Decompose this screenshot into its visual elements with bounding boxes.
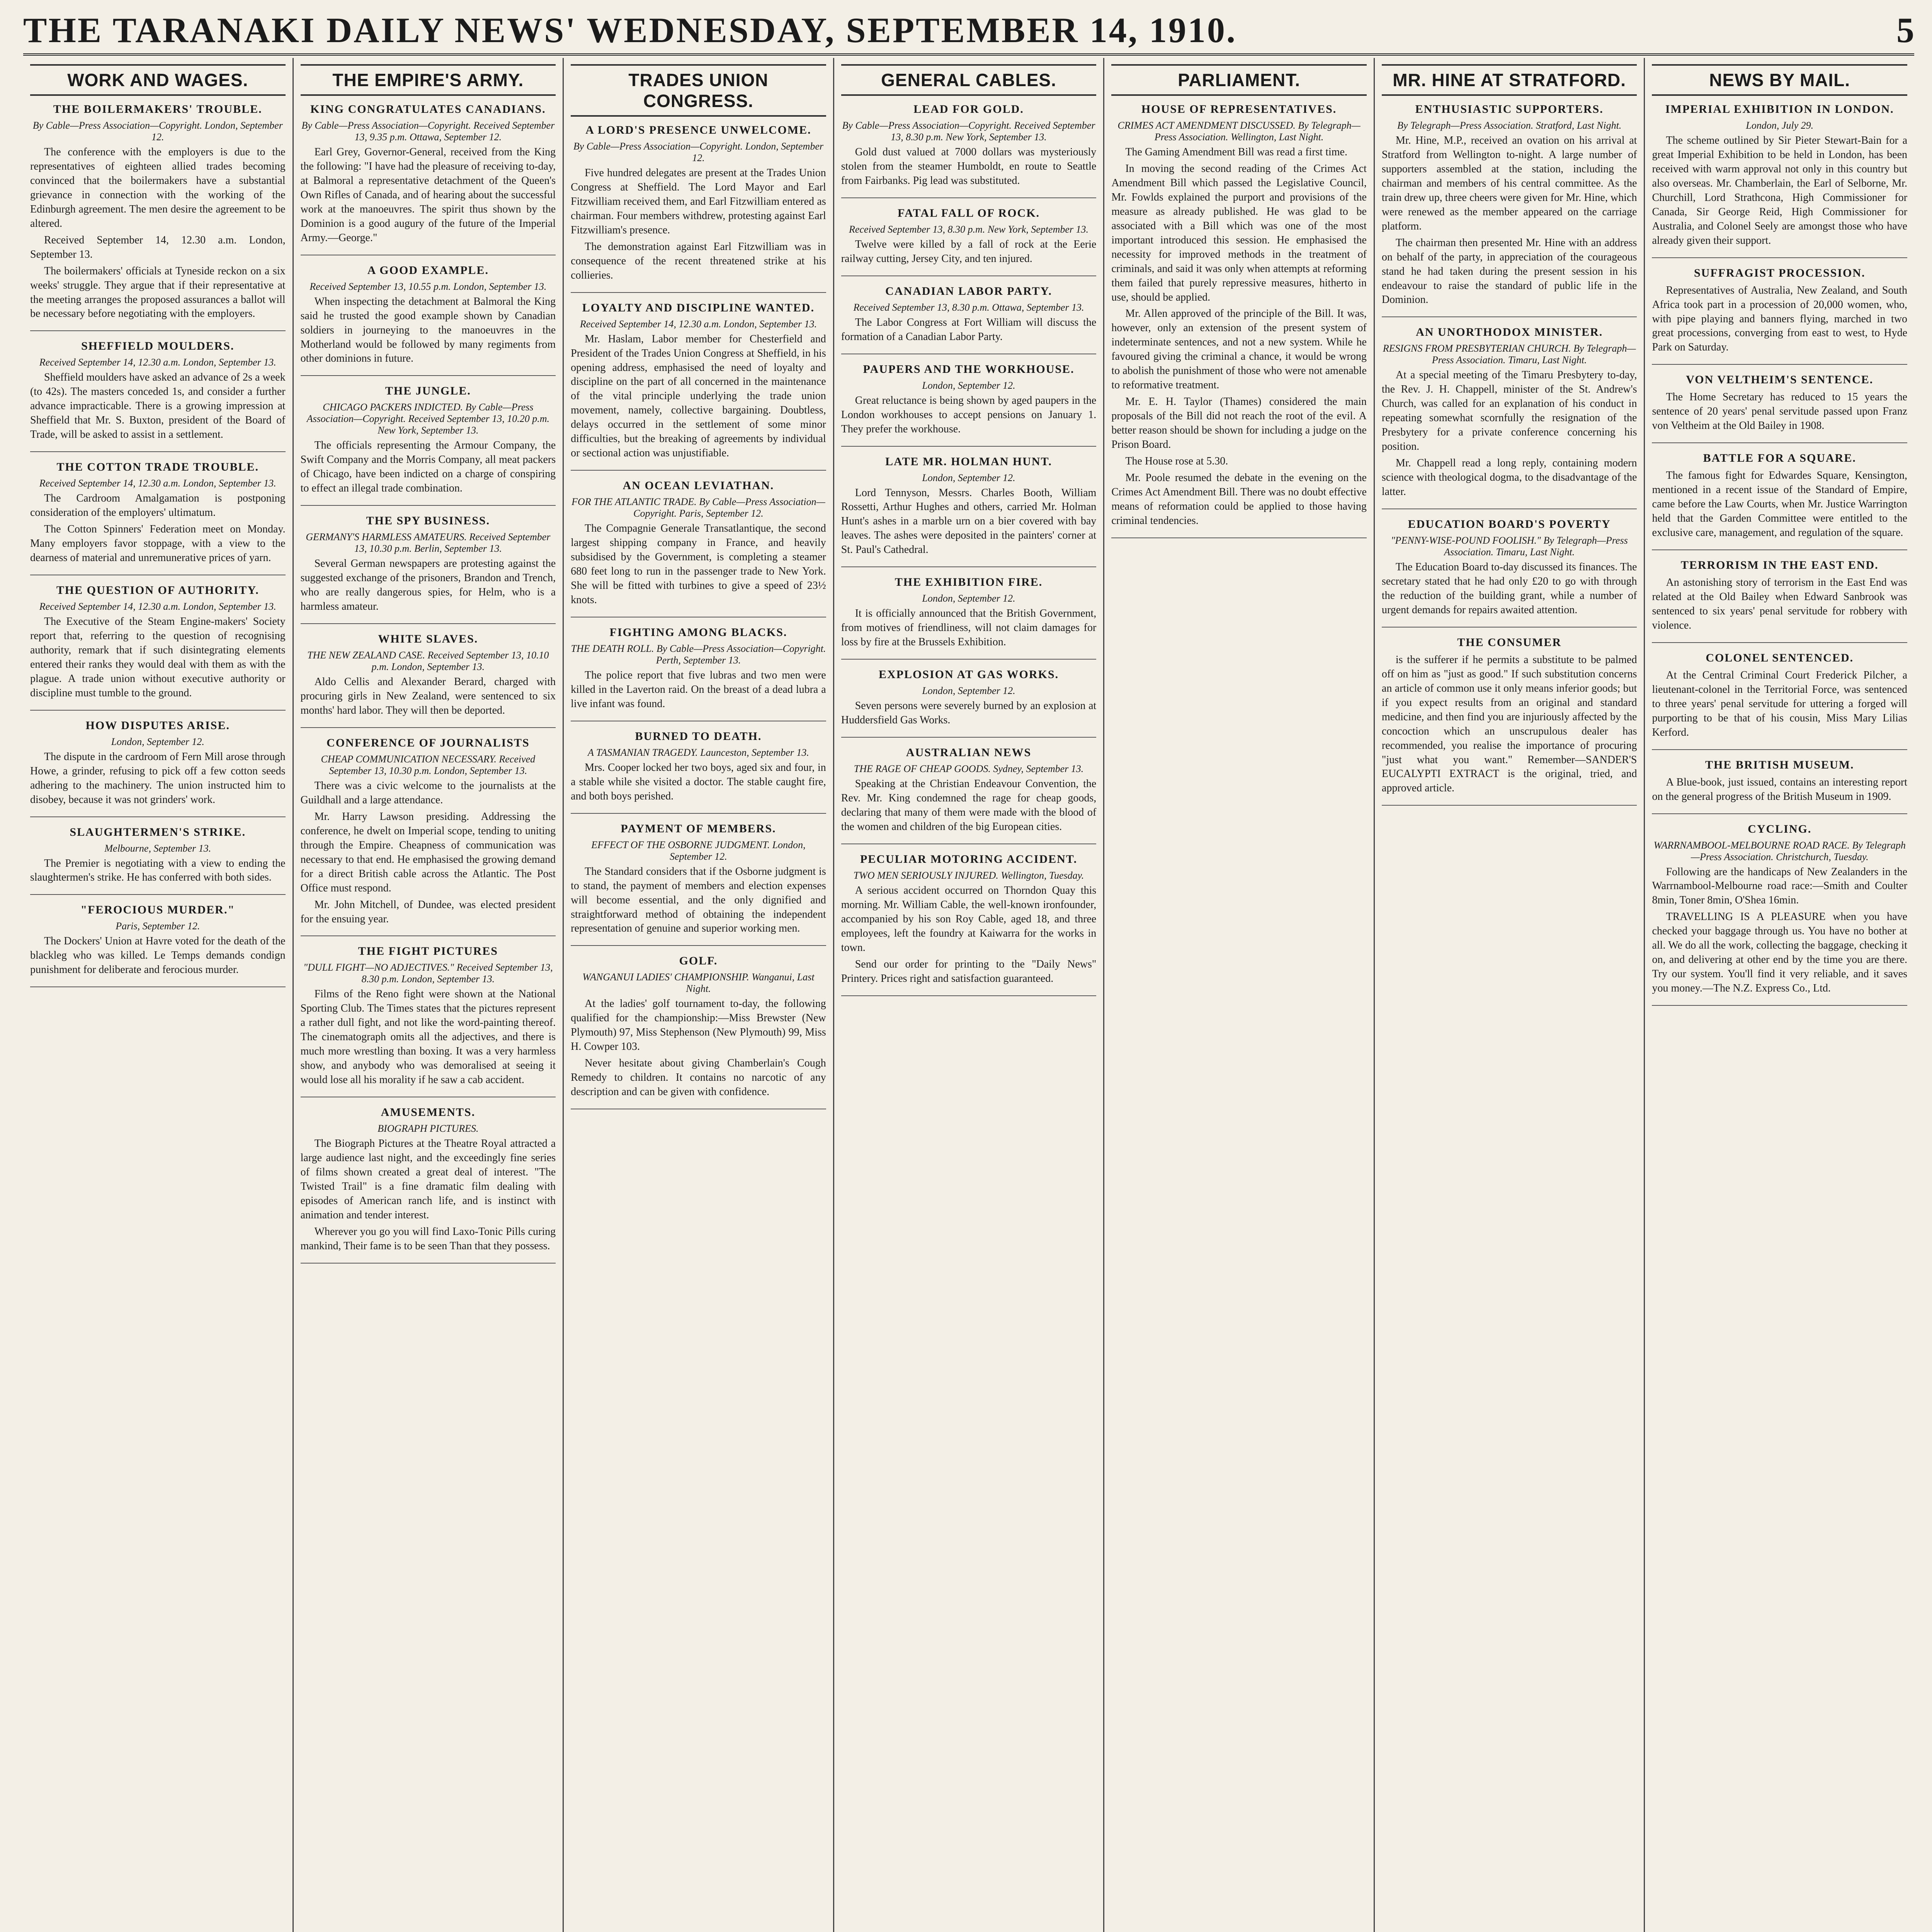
article-headline: A GOOD EXAMPLE.: [367, 264, 489, 277]
article-paragraph: Representatives of Australia, New Zealand, and South Africa took part in a procession of 20,000 women, who, with pipe playing and banners flying, marched in two great processions, converging from east to west, to Hyde Park on Saturday.: [1652, 284, 1908, 354]
article: [30, 461, 286, 575]
article-headline: THE BRITISH MUSEUM.: [1705, 758, 1854, 771]
article-dateline: GERMANY'S HARMLESS AMATEURS. Received September 13, 10.30 p.m. Berlin, September 13.: [306, 531, 551, 554]
article-headline: FATAL FALL OF ROCK.: [898, 206, 1040, 219]
article-headline: LOYALTY AND DISCIPLINE WANTED.: [582, 301, 815, 314]
article-dateline: THE RAGE OF CHEAP GOODS. Sydney, September 13.: [854, 763, 1084, 775]
article-headline: LATE MR. HOLMAN HUNT.: [885, 455, 1052, 468]
article-headline: CANADIAN LABOR PARTY.: [885, 284, 1052, 298]
article: [30, 903, 286, 987]
article-headline: "FEROCIOUS MURDER.": [80, 903, 235, 917]
article-paragraph: Following are the handicaps of New Zealanders in the Warrnambool-Melbourne road race:—Smith and Coulter 8min, Toner 8min, O'Shea 16min.: [1652, 866, 1908, 906]
article: [30, 719, 286, 817]
article-headline: HOUSE OF REPRESENTATIVES.: [1141, 103, 1337, 116]
article-paragraph: The Executive of the Steam Engine-makers' Society report that, referring to the question of recognising authority, remark that if such disintegrating elements entered their ranks they would deal with them as with the plague. A trade union without executive authority or discipline must tumble to the ground.: [30, 615, 286, 699]
article-paragraph: The Gaming Amendment Bill was read a first time.: [1125, 146, 1347, 158]
article-dateline: Received September 13, 8.30 p.m. Ottawa, September 13.: [853, 301, 1084, 313]
article-paragraph: A serious accident occurred on Thorndon Quay this morning. Mr. William Cable, the well-known ironfounder, accompanied by his son Roy Cable, aged 18, and three employees, left the foundry at Kaiwarra for the works in town.: [841, 884, 1097, 954]
article-paragraph: The Dockers' Union at Havre voted for the death of the blackleg who was killed. Le Temps demands condign punishment for deliberate and ferocious murder.: [30, 935, 286, 976]
article-headline: THE EXHIBITION FIRE.: [895, 576, 1043, 589]
article-paragraph: TRAVELLING IS A PLEASURE when you have checked your baggage through us. You have no bother at all. We do all the work, collecting the baggage, checking it on, and delivering at other end by the time you are there. Try our system. You'll find it very reliable, and it saves you money.—The N.Z. Express Co., Ltd.: [1652, 911, 1908, 995]
article-headline: FIGHTING AMONG BLACKS.: [609, 626, 787, 639]
article: [841, 853, 1097, 996]
article-dateline: London, September 12.: [922, 593, 1015, 604]
section-heading: MR. HINE AT STRATFORD.: [1382, 64, 1637, 96]
article-headline: COLONEL SENTENCED.: [1706, 651, 1854, 664]
article: [1382, 326, 1637, 509]
article-headline: TERRORISM IN THE EAST END.: [1680, 559, 1879, 572]
page-number: 5: [1896, 10, 1914, 50]
section-heading: THE EMPIRE'S ARMY.: [301, 64, 556, 96]
article: [1652, 373, 1907, 443]
article-paragraph: Mr. Haslam, Labor member for Chesterfield and President of the Trades Union Congress at Sheffield, in his opening address, emphasised the need of loyalty and discipline on the part of all concerned in the maintenance of the vital principle underlying the trade union movement, namely, collective bargaining. Doubtless, delays occurred in the settlement of some minor difficulties, but the breaking of agreements by individual or sectional action was unjustifiable.: [571, 333, 826, 459]
article-paragraph: Gold dust valued at 7000 dollars was mysteriously stolen from the steamer Humboldt, en route to Seattle from Fairbanks. Pig lead was substituted.: [841, 146, 1097, 187]
article-headline: VON VELTHEIM'S SENTENCE.: [1686, 373, 1874, 386]
article-dateline: London, September 12.: [922, 472, 1015, 483]
article-paragraph: The scheme outlined by Sir Pieter Stewart-Bain for a great Imperial Exhibition to be held in London, has been received with warm approval not only in this country but also overseas. Mr. Chamberlain, the Earl of Selborne, Mr. Churchill, Lord Strathcona, High Commissioner for Canada, Sir George Reid, High Commissioner for Australia, and Colonel Seely are amongst those who have already given their support.: [1652, 134, 1908, 247]
column-1: [23, 58, 294, 1932]
article-headline: PAUPERS AND THE WORKHOUSE.: [863, 362, 1075, 376]
section-heading: WORK AND WAGES.: [30, 64, 286, 96]
article-headline: GOLF.: [679, 954, 718, 968]
article-paragraph: In moving the second reading of the Crimes Act Amendment Bill which passed the Legislative Council, Mr. Fowlds explained the purport and provisions of the measure as already published. He was glad to be associated with a Bill which was one of the most important introduced this session. He emphasised the necessity for improved methods in the treatment of criminals, and said it was only when attempts at reforming them failed that purely repressive measures, hitherto in use, should be applied.: [1111, 162, 1367, 303]
article: [30, 103, 286, 331]
article-dateline: Received September 14, 12.30 a.m. London, September 13.: [39, 600, 276, 612]
article-paragraph: The Biograph Pictures at the Theatre Royal attracted a large audience last night, and the exceedingly fine series of films shown created a great deal of interest. "The Twisted Trail" is a fine dramatic film dealing with episodes of American ranch life, and is instinct with animation and tender interest.: [300, 1138, 556, 1221]
article-headline: WHITE SLAVES.: [378, 633, 478, 646]
article: [301, 264, 556, 376]
article-headline: CONFERENCE OF JOURNALISTS: [327, 736, 530, 749]
article-paragraph: The Premier is negotiating with a view to ending the slaughtermen's strike. He has conferred with both sides.: [30, 857, 286, 884]
column-2: [294, 58, 564, 1932]
article: [571, 626, 826, 721]
article-dateline: London, July 29.: [1746, 120, 1814, 131]
article-paragraph: Send our order for printing to the "Daily News" Printery. Prices right and satisfaction guaranteed.: [841, 958, 1097, 985]
article-headline: AN UNORTHODOX MINISTER.: [1416, 326, 1603, 339]
article: [301, 945, 556, 1097]
article-headline: THE JUNGLE.: [385, 384, 471, 398]
article-paragraph: Lord Tennyson, Messrs. Charles Booth, William Rossetti, Arthur Hughes and others, carried Mr. Holman Hunt's ashes in a marble urn on a bier covered with bay leaves. The ashes were deposited in the painters' corner at St. Paul's Cathedral.: [841, 486, 1097, 556]
article-headline: SHEFFIELD MOULDERS.: [81, 340, 235, 353]
article-paragraph: Twelve were killed by a fall of rock at the Eerie railway cutting, Jersey City, and ten injured.: [841, 238, 1097, 265]
article-headline: CYCLING.: [1748, 822, 1812, 835]
article-paragraph: Several German newspapers are protesting against the suggested exchange of the prisoners, Brandon and Trench, who are really dangerous spies, for Helm, who is a harmless amateur.: [300, 558, 556, 613]
article-paragraph: Mr. E. H. Taylor (Thames) considered the main proposals of the Bill did not reach the root of the evil. A better reason should be shown for including a judge on the Prison Board.: [1111, 396, 1367, 451]
article-headline: HOW DISPUTES ARISE.: [85, 719, 230, 732]
article-dateline: London, September 12.: [922, 379, 1015, 391]
article-dateline: By Cable—Press Association—Copyright. London, September 12.: [573, 141, 823, 163]
article-paragraph: The Home Secretary has reduced to 15 years the sentence of 20 years' penal servitude passed upon Franz von Veltheim at the Old Bailey in 1908.: [1652, 391, 1908, 432]
article-dateline: Received September 14, 12.30 a.m. London, September 13.: [39, 478, 276, 489]
article-dateline: RESIGNS FROM PRESBYTERIAN CHURCH. By Telegraph—Press Association. Timaru, Last Night.: [1383, 343, 1636, 366]
article-paragraph: Sheffield moulders have asked an advance of 2s a week (to 42s). The masters conceded 1s, and consider a further advance impracticable. There is a growing impression at Sheffield that Mr. S. Buxton, president of the Board of Trade, will be asked to assist in a settlement.: [30, 371, 286, 441]
article-dateline: CHEAP COMMUNICATION NECESSARY. Received September 13, 10.30 p.m. London, September 13.: [321, 753, 536, 776]
article-dateline: FOR THE ATLANTIC TRADE. By Cable—Press Association—Copyright. Paris, September 12.: [571, 496, 825, 519]
masthead: [23, 7, 1914, 56]
article-headline: SLAUGHTERMEN'S STRIKE.: [70, 825, 246, 838]
article-paragraph: The Compagnie Generale Transatlantique, the second largest shipping company in France, and heavily subsidised by the Government, is completing a steamer 680 feet long to run in the passenger trade to New York. She will be fitted with turbines to give a speed of 23½ knots.: [571, 522, 826, 606]
article: [1652, 103, 1907, 258]
article: [1111, 103, 1367, 538]
article: [841, 363, 1097, 447]
article-dateline: CRIMES ACT AMENDMENT DISCUSSED. By Telegraph—Press Association. Wellington, Last Night.: [1117, 120, 1361, 143]
article-paragraph: Mr. Hine, M.P., received an ovation on his arrival at Stratford from Wellington to-night. A large number of supporters assembled at the station, including the chairman and members of his central committee. As the train drew up, three cheers were given for Mr. Hine, which were renewed as the member appeared on the carriage platform.: [1381, 134, 1637, 232]
article: [841, 576, 1097, 660]
article: [841, 746, 1097, 844]
article-dateline: BIOGRAPH PICTURES.: [378, 1123, 479, 1134]
article-paragraph: The dispute in the cardroom of Fern Mill arose through Howe, a grinder, refusing to pick off a few cotton seeds adhering to the machinery. The union instructed him to disobey, because it was not grinders' work.: [30, 750, 286, 806]
article-headline: PECULIAR MOTORING ACCIDENT.: [860, 852, 1078, 866]
article: [301, 514, 556, 624]
section-heading: GENERAL CABLES.: [841, 64, 1097, 96]
column-6: [1375, 58, 1645, 1932]
article: [301, 103, 556, 255]
article-paragraph: Seven persons were severely burned by an explosion at Huddersfield Gas Works.: [841, 700, 1097, 726]
article-dateline: Received September 13, 10.55 p.m. London, September 13.: [310, 281, 547, 292]
article: [841, 668, 1097, 738]
article-paragraph: The Labor Congress at Fort William will discuss the formation of a Canadian Labor Party.: [841, 316, 1097, 343]
article: [571, 954, 826, 1109]
article-paragraph: The Education Board to-day discussed its finances. The secretary stated that he had only £20 to go with through the reduction of the building grant, while a number of urgent demands for repairs awaited attention.: [1381, 561, 1637, 616]
article: [1382, 103, 1637, 317]
article-dateline: By Telegraph—Press Association. Stratford, Last Night.: [1397, 120, 1622, 131]
article: [841, 207, 1097, 276]
newspaper-title: THE TARANAKI DAILY NEWS' WEDNESDAY, SEPTEMBER 14, 1910.: [23, 10, 1237, 50]
article-paragraph: Films of the Reno fight were shown at the National Sporting Club. The Times states that the pictures represent a rather dull fight, and not like the word-painting thereof. The cinematograph omits all the adjectives, and there is much more wrestling than boxing. It was a very harmless show, and anybody who was demoralised at seeing it would lose all his morality if he saw a cab accident.: [300, 988, 556, 1086]
article-dateline: By Cable—Press Association—Copyright. Received September 13, 8.30 p.m. New York, September 13.: [842, 120, 1095, 143]
article-headline: THE COTTON TRADE TROUBLE.: [56, 461, 259, 474]
article: [1652, 823, 1907, 1006]
article-paragraph: A Blue-book, just issued, contains an interesting report on the general progress of the British Museum in 1909.: [1652, 776, 1908, 803]
article-paragraph: Mr. Allen approved of the principle of the Bill. It was, however, only an extension of the present system of indeterminate sentences, and not a new system. While he favoured giving the criminal a chance, it would be wrong to abolish the punishment of those who were not amenable to reformative treatment.: [1111, 308, 1367, 391]
article-dateline: CHICAGO PACKERS INDICTED. By Cable—Press Association—Copyright. Received September 13, 10.20 p.m. New York, September 13.: [306, 401, 549, 436]
article: [571, 730, 826, 814]
article-paragraph: The conference with the employers is due to the representatives of eighteen allied trades becoming convinced that the boilermakers have a substantial grievance in connection with the working of the Edinburgh agreement. The men desire the agreement to be altered.: [30, 146, 286, 230]
article-headline: EDUCATION BOARD'S POVERTY: [1408, 518, 1611, 531]
article-dateline: THE NEW ZEALAND CASE. Received September 13, 10.10 p.m. London, September 13.: [307, 650, 549, 673]
article-headline: BATTLE FOR A SQUARE.: [1703, 452, 1856, 465]
article: [1652, 267, 1907, 365]
article: [571, 822, 826, 946]
article-headline: LEAD FOR GOLD.: [913, 103, 1024, 116]
article-paragraph: At the Central Criminal Court Frederick Pilcher, a lieutenant-colonel in the Territorial Force, was sentenced to three years' penal servitude for uttering a forged will purporting to be that of his cousin, Miss Mary Lilias Kerford.: [1652, 669, 1908, 738]
article-paragraph: The police report that five lubras and two men were killed in the Laverton raid. On the breast of a dead lubra a live infant was found.: [571, 669, 826, 710]
article-paragraph: is the sufferer if he permits a substitute to be palmed off on him as "just as good." If such substitution concerns an article of common use it only means inferior goods; but if you expect results from an original and standard medicine, and then find you are injuriously affected by the concoction which an unscrupulous dealer has recommended, you realise the importance of procuring "just what you want." Remember—SANDER'S EUCALYPTI EXTRACT is the original, tried, and approved article.: [1381, 653, 1637, 794]
article-dateline: London, September 12.: [922, 685, 1015, 697]
article-dateline: EFFECT OF THE OSBORNE JUDGMENT. London, September 12.: [591, 839, 806, 862]
article: [1382, 518, 1637, 628]
article-dateline: Received September 14, 12.30 a.m. London, September 13.: [39, 357, 276, 368]
article-paragraph: The Cardroom Amalgamation is postponing consideration of the employers' ultimatum.: [30, 492, 286, 519]
article-headline: AMUSEMENTS.: [381, 1106, 476, 1119]
column-7: [1645, 58, 1914, 1932]
article: [30, 340, 286, 452]
article: [841, 455, 1097, 568]
article: [301, 1106, 556, 1264]
article: [1652, 651, 1907, 750]
article-paragraph: Received September 14, 12.30 a.m. London, September 13.: [30, 234, 286, 260]
article: [1652, 559, 1907, 643]
article: [571, 124, 826, 293]
article-paragraph: Mr. Harry Lawson presiding. Addressing the conference, he dwelt on Imperial scope, tending to uniting through the Empire. Cheapness of communication was necessary to that end. He emphasised the growing demand for a direct British cable across the Atlantic. The Post Office must respond.: [300, 810, 556, 894]
article-headline: AN OCEAN LEVIATHAN.: [622, 479, 774, 492]
article: [1652, 452, 1907, 550]
article: [841, 285, 1097, 354]
article-dateline: WANGANUI LADIES' CHAMPIONSHIP. Wanganui, Last Night.: [582, 971, 815, 995]
article-dateline: THE DEATH ROLL. By Cable—Press Association—Copyright. Perth, September 13.: [571, 643, 826, 666]
newspaper-columns: [23, 58, 1914, 1932]
article-paragraph: It is officially announced that the British Government, from motives of friendliness, will not claim damages for loss by fire at the Brussels Exhibition.: [841, 607, 1097, 648]
article: [571, 301, 826, 471]
article: [301, 384, 556, 506]
article-dateline: By Cable—Press Association—Copyright. Received September 13, 9.35 p.m. Ottawa, September 12.: [301, 120, 555, 143]
article-paragraph: Wherever you go you will find Laxo-Tonic Pills curing mankind, Their fame is to be seen Than that they possess.: [300, 1225, 556, 1252]
section-heading: TRADES UNION CONGRESS.: [571, 64, 826, 117]
article-dateline: Paris, September 12.: [116, 920, 200, 932]
article-headline: IMPERIAL EXHIBITION IN LONDON.: [1665, 103, 1894, 116]
article-paragraph: Great reluctance is being shown by aged paupers in the London workhouses to accept pensions on January 1. They prefer the workhouse.: [841, 394, 1097, 435]
article-headline: ENTHUSIASTIC SUPPORTERS.: [1415, 103, 1604, 116]
article-paragraph: Mr. Poole resumed the debate in the evening on the Crimes Act Amendment Bill. There was no doubt effective means of reformation could be applied to those having criminal tendencies.: [1111, 471, 1367, 527]
article-headline: BURNED TO DEATH.: [635, 730, 762, 743]
article-paragraph: The chairman then presented Mr. Hine with an address on behalf of the party, in appreciation of the courageous stand he had taken during the present session in his endeavour to raise the standard of public life in the Dominion.: [1381, 236, 1637, 306]
article-paragraph: The boilermakers' officials at Tyneside reckon on a six weeks' struggle. They argue that if their representative at the meeting arranges the proposed assurances a ballot will be necessary before negotiating with the employers.: [30, 265, 286, 320]
article-paragraph: Speaking at the Christian Endeavour Convention, the Rev. Mr. King condemned the rage for cheap goods, declaring that many of them were made with the blood of the women and children of the big European cities.: [841, 778, 1097, 833]
article-dateline: Received September 14, 12.30 a.m. London, September 13.: [580, 318, 817, 330]
section-heading: PARLIAMENT.: [1111, 64, 1367, 96]
article-paragraph: There was a civic welcome to the journalists at the Guildhall and a large attendance.: [300, 779, 556, 806]
section-heading: NEWS BY MAIL.: [1652, 64, 1907, 96]
article-paragraph: The Standard considers that if the Osborne judgment is to stand, the payment of members and election expenses will become essential, and the only dignified and straightforward method of obtaining the independent representation of genuine and superior working men.: [571, 865, 826, 935]
article-headline: A LORD'S PRESENCE UNWELCOME.: [585, 124, 811, 136]
article-dateline: Received September 13, 8.30 p.m. New York, September 13.: [849, 223, 1089, 235]
article-headline: THE BOILERMAKERS' TROUBLE.: [53, 103, 262, 116]
article-dateline: "PENNY-WISE-POUND FOOLISH." By Telegraph—Press Association. Timaru, Last Night.: [1391, 535, 1628, 558]
article-dateline: "DULL FIGHT—NO ADJECTIVES." Received September 13, 8.30 p.m. London, September 13.: [303, 962, 553, 985]
article-paragraph: At a special meeting of the Timaru Presbytery to-day, the Rev. J. H. Chappell, minister of the St. Andrew's Church, was called for an explanation of his conduct in repeating somewhat scornfully the resignation of the Presbytery for a private conference concerning his position.: [1381, 369, 1637, 453]
article-headline: EXPLOSION AT GAS WORKS.: [878, 668, 1059, 681]
article-paragraph: Never hesitate about giving Chamberlain's Cough Remedy to children. It contains no narcotic of any description and can be given with confidence.: [571, 1057, 826, 1098]
article: [1382, 636, 1637, 806]
article-headline: PAYMENT OF MEMBERS.: [621, 822, 776, 835]
article: [301, 633, 556, 728]
article-paragraph: The Cotton Spinners' Federation meet on Monday. Many employers favor stoppage, with a view to the dearness of material and unremunerative prices of yarn.: [30, 523, 286, 564]
article-dateline: A TASMANIAN TRAGEDY. Launceston, September 13.: [587, 747, 809, 758]
article-paragraph: Mrs. Cooper locked her two boys, aged six and four, in a stable while she visited a doctor. The stable caught fire, and both boys perished.: [571, 761, 826, 802]
article-paragraph: The demonstration against Earl Fitzwilliam was in consequence of the recent threatened strike at his collieries.: [571, 240, 826, 281]
article: [30, 584, 286, 711]
article-headline: SUFFRAGIST PROCESSION.: [1694, 266, 1866, 279]
article-headline: THE QUESTION OF AUTHORITY.: [56, 583, 259, 597]
article-paragraph: Earl Grey, Governor-General, received from the King the following: "I have had the pleasure of receiving to-day, at Balmoral a representative detachment of the Queen's Own Rifles of Canada, and of hearing about the successful work at the manoeuvres. The spirit thus shown by the Dominion is a good augury of the future of the Imperial Army.—George.": [300, 146, 556, 244]
article-paragraph: The famous fight for Edwardes Square, Kensington, mentioned in a recent issue of the Standard of Empire, came before the Law Courts, when Mr. Justice Warrington held that the Garden Committee were entitled to the exclusive care, management, and regulation of the square.: [1652, 469, 1908, 539]
article-paragraph: Mr. John Mitchell, of Dundee, was elected president for the ensuing year.: [300, 898, 556, 925]
article-headline: THE SPY BUSINESS.: [366, 514, 490, 527]
article-headline: AUSTRALIAN NEWS: [906, 746, 1032, 759]
article-paragraph: The officials representing the Armour Company, the Swift Company and the Morris Company, all meat packers of Chicago, have been indicted on a charge of conspiring to effect an illegal trade combination.: [300, 439, 556, 495]
article-headline: KING CONGRATULATES CANADIANS.: [310, 103, 546, 116]
column-3: [564, 58, 834, 1932]
article-paragraph: When inspecting the detachment at Balmoral the King said he trusted the good example shown by Canadian soldiers in journeying to the manoeuvres in the Motherland would be followed by many regiments from other dominions in future.: [300, 295, 556, 365]
article-paragraph: The House rose at 5.30.: [1125, 455, 1228, 468]
article-paragraph: An astonishing story of terrorism in the East End was related at the Old Bailey when Edward Sanbrook was sentenced to six years' penal servitude for robbery with violence.: [1652, 577, 1908, 631]
article-paragraph: At the ladies' golf tournament to-day, the following qualified for the championship:—Miss Brewster (New Plymouth) 97, Miss Stephenson (New Plymouth) 99, Miss H. Cowper 103.: [571, 998, 826, 1053]
column-4: [834, 58, 1105, 1932]
article-dateline: London, September 12.: [111, 736, 204, 747]
article: [1652, 759, 1907, 814]
article-headline: THE CONSUMER: [1457, 636, 1562, 649]
article-paragraph: Five hundred delegates are present at the Trades Union Congress at Sheffield. The Lord Mayor and Earl Fitzwilliam received them, and Earl Fitzwilliam entered as chairman. Four members withdrew, protesting against Earl Fitzwilliam's presence.: [571, 167, 826, 236]
article: [841, 103, 1097, 198]
article-paragraph: Aldo Cellis and Alexander Berard, charged with procuring girls in New Zealand, were sentenced to six months' hard labor. They will then be deported.: [300, 676, 556, 716]
article-dateline: WARRNAMBOOL-MELBOURNE ROAD RACE. By Telegraph—Press Association. Christchurch, Tuesday.: [1653, 839, 1906, 862]
article-dateline: Melbourne, September 13.: [104, 842, 211, 854]
article-headline: THE FIGHT PICTURES: [358, 945, 498, 958]
article: [301, 736, 556, 937]
article-dateline: By Cable—Press Association—Copyright. London, September 12.: [32, 120, 283, 143]
article: [30, 826, 286, 895]
article-paragraph: Mr. Chappell read a long reply, containing modern science with theological dogma, to the disadvantage of the latter.: [1381, 457, 1637, 498]
article: [571, 479, 826, 617]
column-5: [1104, 58, 1375, 1932]
article-dateline: TWO MEN SERIOUSLY INJURED. Wellington, Tuesday.: [853, 869, 1084, 881]
